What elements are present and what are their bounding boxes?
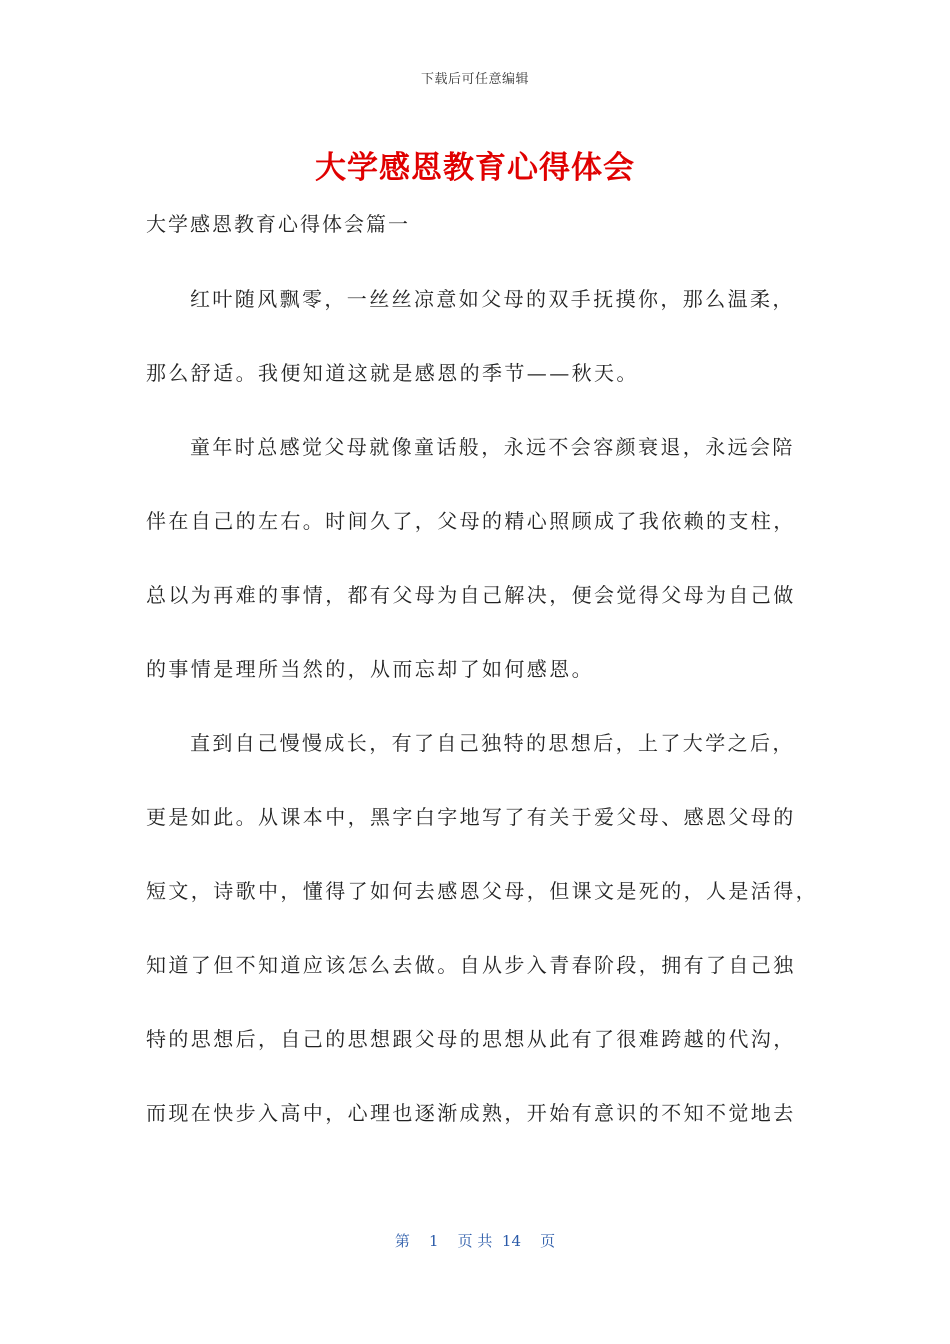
header-note: 下载后可任意编辑 [420,72,529,87]
footer-total-label: 页 共 [457,1232,493,1250]
body-text [146,276,816,1164]
footer-end-label: 页 [540,1232,556,1250]
current-page-number: 1 [428,1232,439,1250]
text-line: 伴在自己的左右。时间久了，父母的精心照顾成了我依赖的支柱， [146,509,796,533]
text-line: 更是如此。从课本中，黑字白字地写了有关于爱父母、感恩父母的 [146,805,796,829]
section-heading: 大学感恩教育心得体会篇一 [146,212,410,236]
text-line: 直到自己慢慢成长，有了自己独特的思想后，上了大学之后， [190,731,795,755]
page-footer [0,1230,950,1251]
text-line: 红叶随风飘零，一丝丝凉意如父母的双手抚摸你，那么温柔， [190,287,795,311]
text-line: 那么舒适。我便知道这就是感恩的季节——秋天。 [146,361,639,385]
text-line: 特的思想后，自己的思想跟父母的思想从此有了很难跨越的代沟， [146,1027,796,1051]
text-line: 的事情是理所当然的，从而忘却了如何感恩。 [146,657,594,681]
text-line: 童年时总感觉父母就像童话般，永远不会容颜衰退，永远会陪 [190,435,795,459]
document-title: 大学感恩教育心得体会 [315,150,635,186]
text-line: 知道了但不知道应该怎么去做。自从步入青春阶段，拥有了自己独 [146,953,796,977]
text-line: 总以为再难的事情，都有父母为自己解决，便会觉得父母为自己做 [146,583,796,607]
text-line: 而现在快步入高中，心理也逐渐成熟，开始有意识的不知不觉地去 [146,1101,796,1125]
total-pages-number: 14 [501,1232,522,1250]
footer-page-label: 第 [394,1232,410,1250]
text-line: 短文，诗歌中，懂得了如何去感恩父母，但课文是死的，人是活得， [146,879,818,903]
